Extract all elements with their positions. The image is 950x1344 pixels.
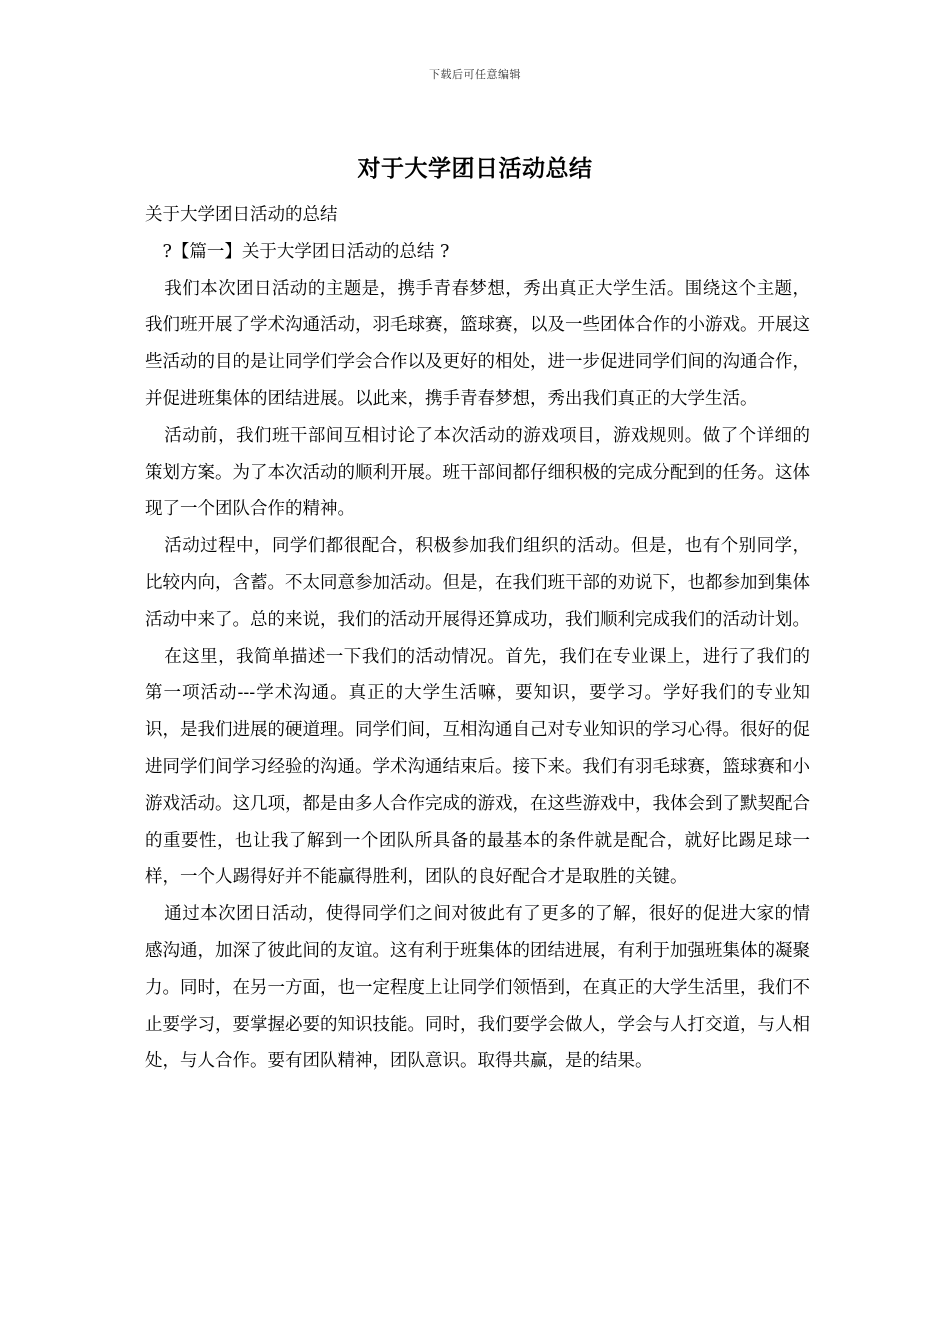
paragraph: 活动过程中，同学们都很配合，积极参加我们组织的活动。但是，也有个别同学，比较内向，含蓄。不太同意参加活动。但是，在我们班干部的劝说下，也都参加到集体活动中来了。总的来说，我们的活动开展得还算成功，我们顺利完成我们的活动计划。 <box>145 536 810 630</box>
paragraph: 活动前，我们班干部间互相讨论了本次活动的游戏项目，游戏规则。做了个详细的策划方案。为了本次活动的顺利开展。班干部间都仔细积极的完成分配到的任务。这体现了一个团队合作的精神。 <box>145 425 810 520</box>
document-title: 对于大学团日活动总结 <box>357 155 593 182</box>
section-heading: ?【篇一】关于大学团日活动的总结 ? <box>162 241 450 262</box>
paragraph: 我们本次团日活动的主题是，携手青春梦想，秀出真正大学生活。围绕这个主题，我们班开展了学术沟通活动，羽毛球赛，篮球赛，以及一些团体合作的小游戏。开展这些活动的目的是让同学们学会合作以及更好的相处，进一步促进同学们间的沟通合作，并促进班集体的团结进展。以此来，携手青春梦想，秀出我们真正的大学生活。 <box>145 278 810 409</box>
paragraph: 在这里，我简单描述一下我们的活动情况。首先，我们在专业课上，进行了我们的第一项活动---学术沟通。真正的大学生活嘛，要知识，要学习。学好我们的专业知识，是我们进展的硬道理。同学们间，互相沟通自己对专业知识的学习心得。很好的促进同学们间学习经验的沟通。学术沟通结束后。接下来。我们有羽毛球赛，篮球赛和小游戏活动。这几项，都是由多人合作完成的游戏，在这些游戏中，我体会到了默契配合的重要性，也让我了解到一个团队所具备的最基本的条件就是配合，就好比踢足球一样，一个人踢得好并不能赢得胜利，团队的良好配合才是取胜的关键。 <box>145 646 810 888</box>
document-subtitle: 关于大学团日活动的总结 <box>145 205 338 225</box>
document-body <box>145 197 810 1080</box>
header-note: 下载后可任意编辑 <box>429 68 521 81</box>
paragraph: 通过本次团日活动，使得同学们之间对彼此有了更多的了解，很好的促进大家的情感沟通，加深了彼此间的友谊。这有利于班集体的团结进展，有利于加强班集体的凝聚力。同时，在另一方面，也一定程度上让同学们领悟到，在真正的大学生活里，我们不止要学习，要掌握必要的知识技能。同时，我们要学会做人，学会与人打交道，与人相处，与人合作。要有团队精神，团队意识。取得共赢，是的结果。 <box>145 904 810 1072</box>
